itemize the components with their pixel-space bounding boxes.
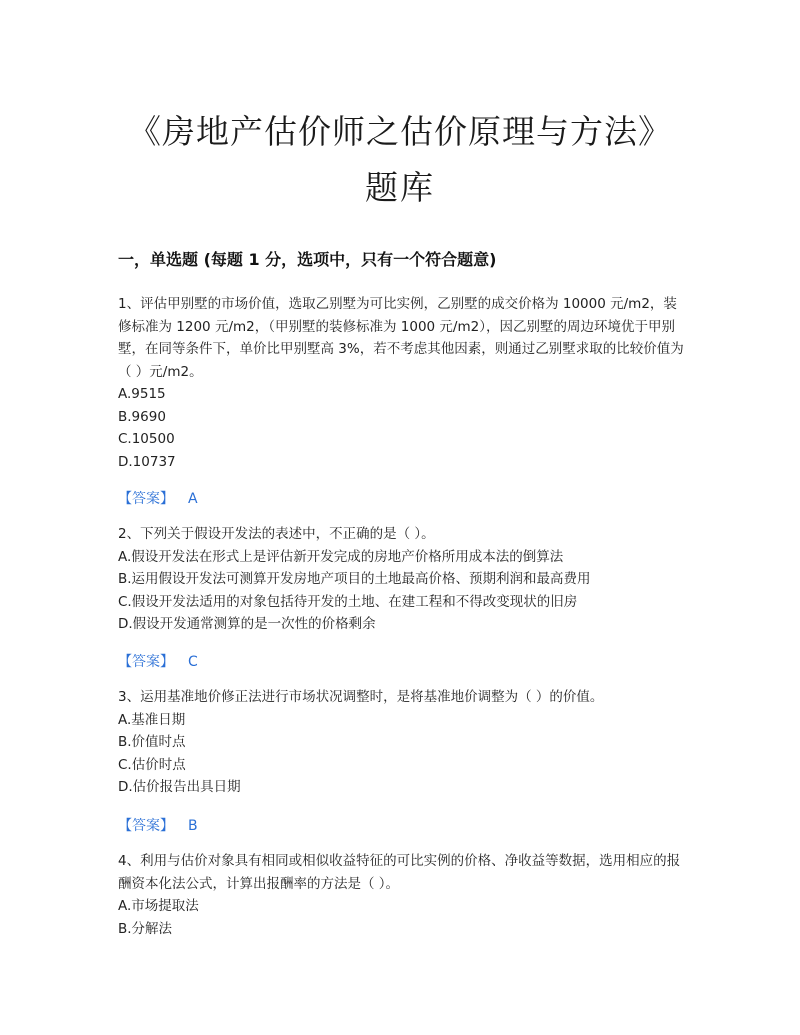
option-b: B.运用假设开发法可测算开发房地产项目的土地最高价格、预期利润和最高费用 (118, 571, 591, 587)
answer-value: C (188, 654, 198, 670)
document-subtitle: 题库 (365, 168, 435, 207)
answer-label: 【答案】 (118, 491, 174, 507)
option-b: B.价值时点 (118, 734, 186, 750)
question-stem: 2、下列关于假设开发法的表述中，不正确的是（ ）。 (118, 526, 435, 542)
answer-label: 【答案】 (118, 654, 174, 670)
option-a: A.基准日期 (118, 711, 186, 728)
option-a: A.9515 (118, 386, 166, 402)
option-b: B.9690 (118, 408, 166, 425)
option-c: C.假设开发法适用的对象包括待开发的土地、在建工程和不得改变现状的旧房 (118, 593, 578, 610)
option-a: A.市场提取法 (118, 898, 199, 914)
question-2 (118, 523, 688, 636)
option-b: B.分解法 (118, 920, 173, 937)
option-d: D.假设开发通常测算的是一次性的价格剩余 (118, 616, 376, 632)
option-d: D.估价报告出具日期 (118, 779, 241, 795)
document-title: 《房地产估价师之估价原理与方法》 (128, 112, 672, 151)
question-4 (118, 850, 688, 940)
option-a: A.假设开发法在形式上是评估新开发完成的房地产价格所用成本法的倒算法 (118, 548, 564, 565)
question-stem: 3、运用基准地价修正法进行市场状况调整时，是将基准地价调整为（ ）的价值。 (118, 689, 604, 705)
answer-2 (118, 651, 198, 671)
answer-value: A (188, 491, 198, 507)
question-stem: 4、利用与估价对象具有相同或相似收益特征的可比实例的价格、净收益等数据，选用相应的报酬资本化法公式，计算出报酬率的方法是（ ）。 (118, 853, 681, 892)
section-heading: 一，单选题 (每题 1 分，选项中，只有一个符合题意) (118, 250, 497, 269)
question-3 (118, 686, 688, 799)
answer-value: B (188, 818, 198, 834)
answer-1 (118, 488, 198, 508)
option-c: C.估价时点 (118, 756, 186, 773)
answer-label: 【答案】 (118, 818, 174, 834)
option-d: D.10737 (118, 453, 176, 470)
answer-3 (118, 815, 198, 835)
option-c: C.10500 (118, 431, 175, 447)
question-stem: 1、评估甲别墅的市场价值，选取乙别墅为可比实例，乙别墅的成交价格为 10000 元/m2，装修标准为 1200 元/m2，（甲别墅的装修标准为 1000 元/m2），因乙别墅的周边环境优于甲别墅，在同等条件下，单价比甲别墅高 3%，若不考虑其他因素，则通过乙别墅求取的比较价值为（ ）元/m2。 (118, 296, 684, 380)
question-1 (118, 293, 688, 473)
